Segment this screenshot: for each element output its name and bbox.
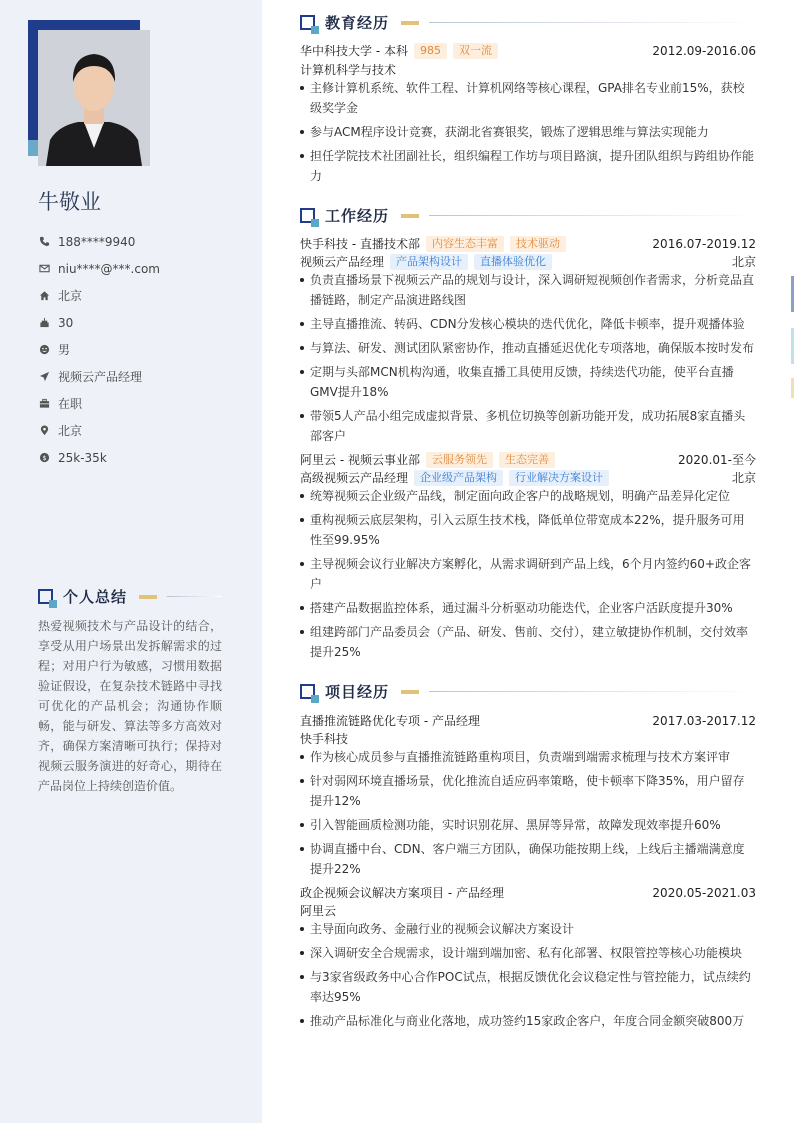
job-bullets — [300, 486, 756, 666]
salary-text: 25k-35k — [58, 450, 107, 465]
education-bullets — [300, 78, 756, 190]
project-bullets — [300, 919, 756, 1035]
education-section-header — [300, 12, 756, 33]
section-square-icon — [300, 208, 315, 223]
project-bullets — [300, 747, 756, 883]
list-item: 定期与头部MCN机构沟通，收集直播工具使用反馈，持续迭代功能，使平台直播GMV提升18% — [300, 362, 756, 402]
project-header-row — [300, 712, 756, 729]
project-org: 阿里云 — [300, 904, 337, 918]
cake-icon — [38, 317, 50, 329]
list-item: 参与ACM程序设计竞赛，获湖北省赛银奖，锻炼了逻辑思维与算法实现能力 — [300, 122, 756, 142]
company-tag: 云服务领先 — [426, 452, 493, 468]
section-divider — [167, 596, 222, 597]
phone-icon — [38, 236, 50, 248]
contact-info-list — [38, 228, 160, 471]
role-tag: 企业级产品架构 — [414, 470, 503, 486]
education-major: 计算机科学与技术 — [300, 63, 397, 77]
list-item: 与算法、研发、测试团队紧密协作，推动直播延迟优化专项落地，确保版本按时发布 — [300, 338, 756, 358]
projects-title: 项目经历 — [325, 683, 390, 701]
list-item: 负责直播场景下视频云产品的规划与设计，深入调研短视频创作者需求，分析竞品直播链路，制定产品演进路线图 — [300, 270, 756, 310]
list-item: 主导视频会议行业解决方案孵化，从需求调研到产品上线，6个月内签约60+政企客户 — [300, 554, 756, 594]
company-tag: 生态完善 — [499, 452, 555, 468]
section-dash — [401, 214, 419, 218]
list-item: 协调直播中台、CDN、客户端三方团队，确保功能按期上线，上线后主播端满意度提升22% — [300, 839, 756, 879]
info-salary — [38, 444, 160, 471]
job-date: 2016.07-2019.12 — [652, 236, 756, 251]
work-section-header — [300, 205, 756, 226]
job-header-row — [300, 235, 756, 252]
home-text: 北京 — [58, 289, 83, 303]
role-tag: 行业解决方案设计 — [509, 470, 609, 486]
job-role: 视频云产品经理 — [300, 255, 385, 269]
school-name: 华中科技大学 - 本科 — [300, 44, 408, 58]
status-text: 在职 — [58, 397, 83, 411]
list-item: 作为核心成员参与直播推流链路重构项目，负责端到端需求梳理与技术方案评审 — [300, 747, 756, 767]
info-gender — [38, 336, 160, 363]
company-tag: 内容生态丰富 — [426, 236, 504, 252]
job-city: 北京 — [731, 471, 756, 485]
info-home — [38, 282, 160, 309]
project-org-row — [300, 730, 756, 747]
list-item: 深入调研安全合规需求，设计端到端加密、私有化部署、权限管控等核心功能模块 — [300, 943, 756, 963]
role-tag: 产品架构设计 — [390, 254, 468, 270]
list-item: 与3家省级政务中心合作POC试点，根据反馈优化会议稳定性与管控能力，试点续约率达95% — [300, 967, 756, 1007]
home-icon — [38, 290, 50, 302]
projects-section-header — [300, 681, 756, 702]
school-tag: 985 — [414, 43, 447, 59]
info-phone — [38, 228, 160, 255]
project-org: 快手科技 — [300, 732, 349, 746]
gender-icon — [38, 344, 50, 356]
list-item: 统筹视频云企业级产品线，制定面向政企客户的战略规划，明确产品差异化定位 — [300, 486, 756, 506]
info-location — [38, 417, 160, 444]
phone-text: 188****9940 — [58, 234, 136, 249]
job-date: 2020.01-至今 — [678, 453, 756, 467]
project-name: 政企视频会议解决方案项目 - 产品经理 — [300, 886, 504, 900]
project-date: 2020.05-2021.03 — [652, 885, 756, 900]
svg-text:$: $ — [41, 453, 47, 462]
job-bullets — [300, 270, 756, 450]
list-item: 带领5人产品小组完成虚拟背景、多机位切换等创新功能开发，成功拓展8家直播头部客户 — [300, 406, 756, 446]
education-major-row — [300, 61, 756, 78]
project-name: 直播推流链路优化专项 - 产品经理 — [300, 714, 480, 728]
role-tag: 直播体验优化 — [474, 254, 552, 270]
avatar — [38, 30, 150, 166]
job-company: 阿里云 - 视频云事业部 — [300, 453, 420, 467]
list-item: 引入智能画质检测功能，实时识别花屏、黑屏等异常，故障发现效率提升60% — [300, 815, 756, 835]
section-divider — [429, 691, 756, 692]
education-title: 教育经历 — [325, 14, 390, 32]
age-text: 30 — [58, 315, 74, 330]
section-divider — [429, 22, 756, 23]
summary-title: 个人总结 — [63, 588, 128, 606]
location-pin-icon — [38, 425, 50, 437]
list-item: 针对弱网环境直播场景，优化推流自适应码率策略，使卡顿率下降35%，用户留存提升12% — [300, 771, 756, 811]
summary-text: 热爱视频技术与产品设计的结合，享受从用户场景出发拆解需求的过程；对用户行为敏感，习惯用数据验证假设，在复杂技术链路中寻找可优化的产品机会；沟通协作顺畅，能与研发、算法等多方高效对齐，确保方案清晰可执行；保持对视频云服务演进的好奇心，期待在产品岗位上持续创造价值。 — [38, 619, 222, 793]
section-dash — [401, 21, 419, 25]
project-header-row — [300, 884, 756, 901]
job-header-row — [300, 451, 756, 468]
gender-text: 男 — [58, 343, 71, 357]
education-date: 2012.09-2016.06 — [652, 43, 756, 58]
candidate-name: 牛敬业 — [38, 190, 101, 214]
list-item: 主修计算机系统、软件工程、计算机网络等核心课程，GPA排名专业前15%，获校级奖学金 — [300, 78, 756, 118]
section-divider — [429, 215, 756, 216]
info-email — [38, 255, 160, 282]
list-item: 搭建产品数据监控体系，通过漏斗分析驱动功能迭代，企业客户活跃度提升30% — [300, 598, 756, 618]
sidebar — [0, 0, 262, 1123]
list-item: 重构视频云底层架构，引入云原生技术栈，降低单位带宽成本22%，提升服务可用性至99.95% — [300, 510, 756, 550]
job-company: 快手科技 - 直播技术部 — [300, 237, 420, 251]
job-role-row — [300, 253, 756, 270]
section-square-icon — [300, 15, 315, 30]
send-icon — [38, 371, 50, 383]
list-item: 主导直播推流、转码、CDN分发核心模块的迭代优化，降低卡顿率，提升观播体验 — [300, 314, 756, 334]
email-text: niu****@***.com — [58, 261, 160, 276]
section-square-icon — [38, 589, 53, 604]
job-role-row — [300, 469, 756, 486]
summary-section-header — [38, 586, 222, 607]
info-status — [38, 390, 160, 417]
company-tag: 技术驱动 — [510, 236, 566, 252]
job-city: 北京 — [731, 255, 756, 269]
section-dash — [401, 690, 419, 694]
info-position — [38, 363, 160, 390]
salary-icon — [38, 452, 50, 464]
project-org-row — [300, 902, 756, 919]
list-item: 担任学院技术社团副社长，组织编程工作坊与项目路演，提升团队组织与跨组协作能力 — [300, 146, 756, 186]
info-age — [38, 309, 160, 336]
education-header-row — [300, 42, 756, 59]
section-dash — [139, 595, 157, 599]
job-role: 高级视频云产品经理 — [300, 471, 409, 485]
work-title: 工作经历 — [325, 207, 390, 225]
list-item: 推动产品标准化与商业化落地，成功签约15家政企客户，年度合同金额突破800万 — [300, 1011, 756, 1031]
briefcase-icon — [38, 398, 50, 410]
project-date: 2017.03-2017.12 — [652, 713, 756, 728]
location-text: 北京 — [58, 424, 83, 438]
email-icon — [38, 263, 50, 275]
section-square-icon — [300, 684, 315, 699]
list-item: 主导面向政务、金融行业的视频会议解决方案设计 — [300, 919, 756, 939]
list-item: 组建跨部门产品委员会（产品、研发、售前、交付），建立敏捷协作机制，交付效率提升25% — [300, 622, 756, 662]
position-text: 视频云产品经理 — [58, 370, 143, 384]
school-tag: 双一流 — [453, 43, 498, 59]
